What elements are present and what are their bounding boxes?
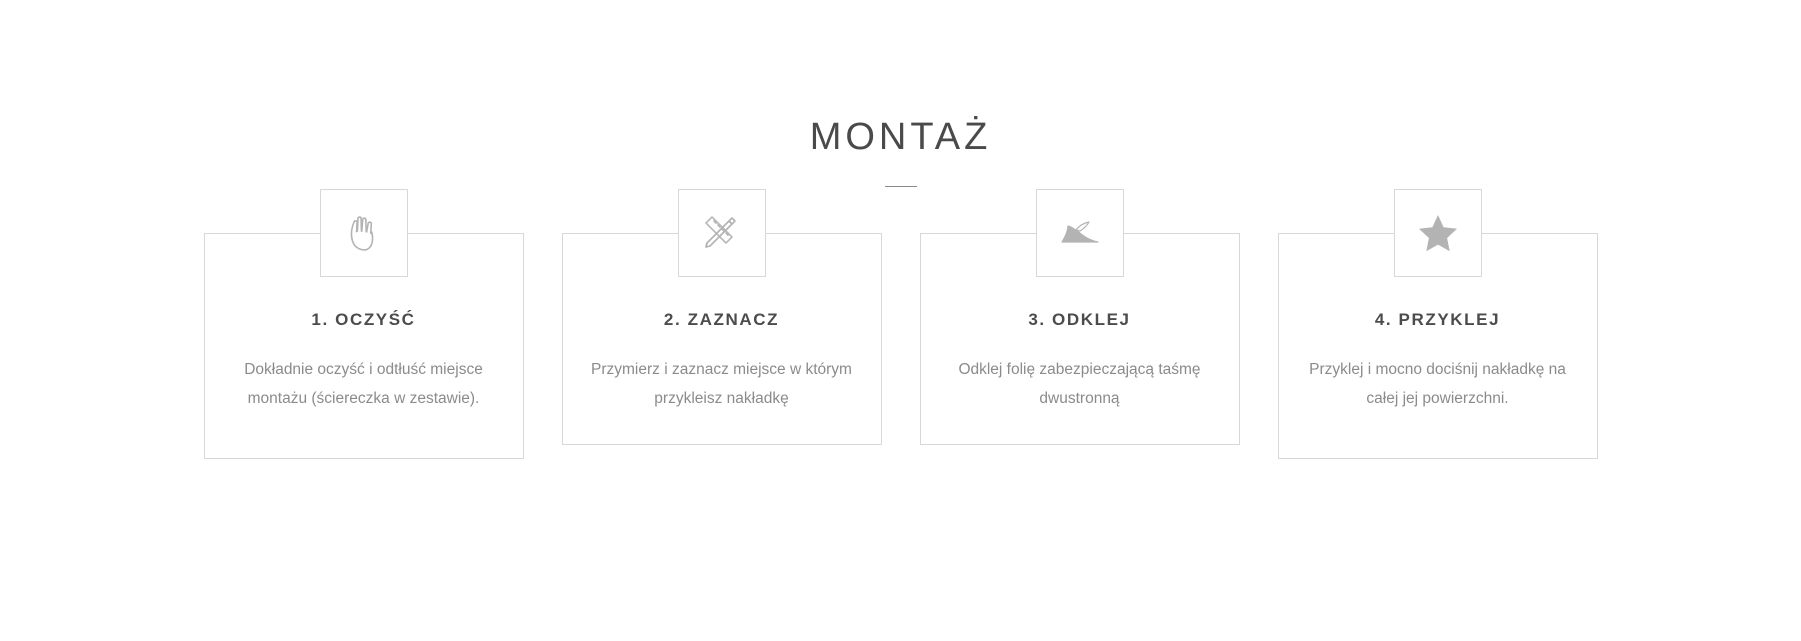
step-description: Dokładnie oczyść i odtłuść miejsce montażu (ściereczka w zestawie). bbox=[244, 361, 483, 408]
step-card-4 bbox=[1278, 233, 1598, 459]
step-title: 3. ODKLEJ bbox=[1028, 310, 1131, 329]
hand-wipe-icon bbox=[320, 189, 408, 277]
step-description: Odklej folię zabezpieczającą taśmę dwustronną bbox=[958, 361, 1201, 408]
page-title: MONTAŻ bbox=[809, 116, 992, 158]
step-description: Przymierz i zaznacz miejsce w którym przykleisz nakładkę bbox=[591, 361, 852, 408]
step-description: Przyklej i mocno dociśnij nakładkę na całej jej powierzchni. bbox=[1309, 361, 1566, 408]
step-card-3 bbox=[920, 233, 1240, 445]
steps-list bbox=[0, 233, 1801, 459]
step-title: 2. ZAZNACZ bbox=[663, 310, 780, 329]
step-card-2 bbox=[562, 233, 882, 445]
heading-divider bbox=[885, 186, 917, 187]
step-title: 1. OCZYŚĆ bbox=[311, 310, 416, 329]
step-title: 4. PRZYKLEJ bbox=[1374, 310, 1501, 329]
pencil-ruler-icon bbox=[678, 189, 766, 277]
step-card-1 bbox=[204, 233, 524, 459]
peel-film-icon bbox=[1036, 189, 1124, 277]
star-icon bbox=[1394, 189, 1482, 277]
